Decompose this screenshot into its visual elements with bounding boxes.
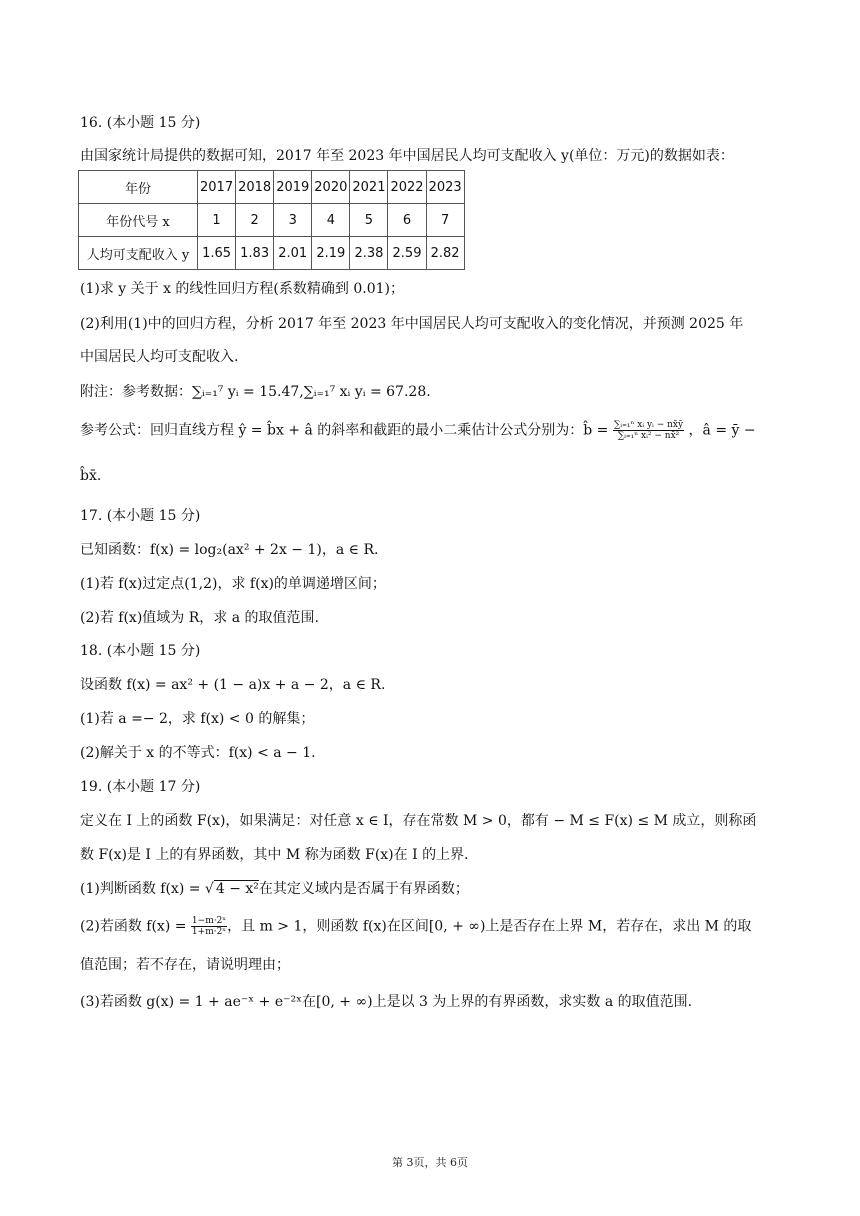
- code-cell: 6: [388, 204, 426, 237]
- table-row: [79, 237, 465, 270]
- q19-part2-text: (2)若函数 f(x) =: [80, 918, 191, 935]
- code-cell: 7: [426, 204, 464, 237]
- code-cell: 1: [198, 204, 236, 237]
- year-cell: 2019: [274, 171, 312, 204]
- slope-numerator: ∑ᵢ₌₁ⁿ xᵢ yᵢ − nx̄ȳ: [613, 420, 684, 430]
- q16-formula-end: b̂x̄.: [80, 468, 102, 484]
- code-cell: 5: [350, 204, 388, 237]
- table-row-label: 年份代号 x: [79, 204, 198, 237]
- q19-part1-text: (1)判断函数 f(x) =: [80, 881, 205, 897]
- table-row: [79, 171, 465, 204]
- f-fraction: [191, 916, 227, 937]
- q19-def-line1: 定义在 I 上的函数 F(x)，如果满足：对任意 x ∈ I，存在常数 M > 0，都有 − M ≤ F(x) ≤ M 成立，则称函: [80, 813, 757, 829]
- income-cell: 2.38: [350, 237, 388, 270]
- f-denominator: 1+m·2ˣ: [191, 927, 227, 937]
- q16-title: 16. (本小题 15 分): [80, 115, 201, 131]
- q18-part1: (1)若 a =− 2，求 f(x) < 0 的解集；: [80, 711, 315, 727]
- q16-formula-line: [80, 420, 756, 441]
- formula-text: 参考公式：回归直线方程 ŷ = b̂x + â 的斜率和截距的最小二乘估计公式分别为：b̂ =: [80, 422, 609, 439]
- income-cell: 2.19: [312, 237, 350, 270]
- q19-part1: (1)判断函数 f(x) = √ 4 − x²在其定义域内是否属于有界函数；: [80, 881, 469, 897]
- q19-def-line2: 数 F(x)是 I 上的有界函数，其中 M 称为函数 F(x)在 I 的上界.: [80, 847, 469, 863]
- income-cell: 2.01: [274, 237, 312, 270]
- q18-title: 18. (本小题 15 分): [80, 643, 201, 659]
- q16-note: 附注：参考数据：∑ᵢ₌₁⁷ yᵢ = 15.47,∑ᵢ₌₁⁷ xᵢ yᵢ = 67.28.: [80, 384, 431, 400]
- slope-fraction: [613, 420, 684, 441]
- q19-part2-line2: 值范围；若不存在，请说明理由；: [80, 957, 290, 973]
- q17-intro: 已知函数：f(x) = log₂(ax² + 2x − 1)，a ∈ R.: [80, 542, 379, 558]
- table-row: [79, 204, 465, 237]
- code-cell: 3: [274, 204, 312, 237]
- income-cell: 1.65: [198, 237, 236, 270]
- q16-part1: (1)求 y 关于 x 的线性回归方程(系数精确到 0.01)；: [80, 281, 404, 297]
- q19-title: 19. (本小题 17 分): [80, 779, 201, 795]
- income-cell: 1.83: [236, 237, 274, 270]
- q19-part2: [80, 916, 751, 937]
- income-table: [78, 170, 465, 270]
- income-cell: 2.82: [426, 237, 464, 270]
- q17-part2: (2)若 f(x)值域为 R，求 a 的取值范围.: [80, 610, 319, 626]
- code-cell: 4: [312, 204, 350, 237]
- q19-part3: (3)若函数 g(x) = 1 + ae⁻ˣ + e⁻²ˣ在[0, + ∞)上是以 3 为上界的有界函数，求实数 a 的取值范围.: [80, 994, 693, 1010]
- f-numerator: 1−m·2ˣ: [191, 916, 227, 926]
- table-row-label: 年份: [79, 171, 198, 204]
- slope-denominator: ∑ᵢ₌₁ⁿ xᵢ² − nx̄²: [617, 431, 680, 441]
- year-cell: 2018: [236, 171, 274, 204]
- page-footer: 第 3页，共 6页: [392, 1156, 468, 1169]
- sqrt-radicand: 4 − x²: [215, 881, 259, 897]
- code-cell: 2: [236, 204, 274, 237]
- year-cell: 2021: [350, 171, 388, 204]
- year-cell: 2022: [388, 171, 426, 204]
- q16-intro: 由国家统计局提供的数据可知，2017 年至 2023 年中国居民人均可支配收入 y(单位：万元)的数据如表：: [80, 148, 734, 164]
- year-cell: 2023: [426, 171, 464, 204]
- year-cell: 2020: [312, 171, 350, 204]
- formula-text: ，â = ȳ −: [688, 422, 756, 439]
- q17-title: 17. (本小题 15 分): [80, 508, 201, 524]
- q17-part1: (1)若 f(x)过定点(1,2)，求 f(x)的单调递增区间；: [80, 576, 386, 592]
- table-row-label: 人均可支配收入 y: [79, 237, 198, 270]
- q16-part2-line1: (2)利用(1)中的回归方程，分析 2017 年至 2023 年中国居民人均可支配收入的变化情况，并预测 2025 年: [80, 316, 744, 332]
- q18-part2: (2)解关于 x 的不等式：f(x) < a − 1.: [80, 745, 316, 761]
- q16-part2-line2: 中国居民人均可支配收入.: [80, 349, 239, 365]
- q18-intro: 设函数 f(x) = ax² + (1 − a)x + a − 2，a ∈ R.: [80, 677, 386, 693]
- year-cell: 2017: [198, 171, 236, 204]
- income-cell: 2.59: [388, 237, 426, 270]
- q19-part2-text: ，且 m > 1，则函数 f(x)在区间[0, + ∞)上是否存在上界 M，若存在，求出 M 的取: [227, 918, 752, 935]
- q19-part1-text: 在其定义域内是否属于有界函数；: [258, 881, 469, 897]
